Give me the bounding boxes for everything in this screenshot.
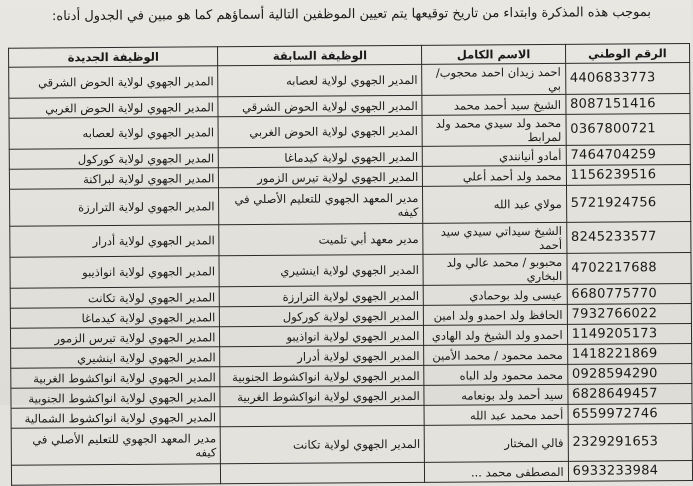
cell-new-position: المدير الجهوي لولاية كوركول: [9, 148, 219, 169]
cell-previous-position: المدير الجهوي لولاية أدرار: [220, 345, 424, 366]
cell-previous-position: المدير الجهوي لولاية كوركول: [220, 305, 424, 326]
cell-full-name: فالي المختار: [424, 424, 568, 462]
header-new-position: الوظيفة الجديدة: [9, 47, 219, 67]
cell-previous-position: المدير الجهوي لولاية الترارزة: [220, 285, 424, 306]
cell-new-position: المدير الجهوي لولاية انواكشوط الجنوبية: [11, 387, 221, 408]
cell-previous-position: المدير الجهوي لولاية الحوض الشرقي: [218, 95, 422, 116]
cell-new-position: المدير الجهوي لولاية تكانت: [10, 287, 220, 308]
cell-new-position: المدير الجهوي لولاية أدرار: [10, 225, 220, 257]
cell-previous-position: المدير الجهوي لولاية انواكشوط الجنوبية: [220, 365, 424, 386]
cell-full-name: محمد محمود ولد الباه: [424, 364, 567, 385]
cell-previous-position: المدير الجهوي لولاية تيرس الزمور: [219, 166, 423, 187]
cell-previous-position: [220, 405, 424, 426]
cell-national-id: 6828649457: [568, 383, 692, 404]
table-row: [10, 252, 691, 288]
cell-new-position: المدير الجهوي لولاية الحوض الغربي: [9, 97, 219, 118]
cell-new-position: المدير الجهوي لولاية اينشيري: [11, 347, 221, 368]
cell-national-id: 6680775770: [567, 283, 691, 304]
cell-previous-position: المدير الجهوي لولاية انواذيبو: [220, 325, 424, 346]
cell-national-id: 5721924756: [566, 185, 691, 223]
cell-full-name: سيد أحمد ولد بونعامه: [424, 384, 567, 405]
cell-previous-position: المدير الجهوي لولاية كيدماغا: [219, 146, 423, 167]
cell-previous-position: المدير الجهوي لولاية تكانت: [221, 425, 425, 463]
cell-full-name: أمادو أنيانندي: [423, 145, 566, 166]
cell-full-name: محمد ولد أحمد أعلي: [423, 165, 566, 186]
cell-new-position: المدير الجهوي لولاية لبراكنة: [9, 168, 219, 189]
cell-previous-position: مدير معهد أبي تلميت: [219, 223, 423, 255]
cell-new-position: المدير الجهوي لولاية انواكشوط الشمالية: [11, 407, 221, 428]
cell-full-name: مولاي عبد الله: [423, 185, 567, 223]
cell-previous-position: المدير الجهوي لولاية لعصابه: [218, 64, 422, 96]
cell-national-id: 0928594290: [567, 363, 691, 384]
cell-new-position: المدير الجهوي لولاية الترارزة: [10, 188, 220, 226]
cell-previous-position: المدير الجهوي لولاية انواكشوط الغربية: [220, 385, 424, 406]
cell-national-id: 7932766022: [567, 303, 691, 324]
cell-national-id: 8087151416: [565, 94, 689, 115]
cell-full-name: محمد ولد سيدي محمد ولد لمرابط: [422, 114, 566, 146]
cell-previous-position: المدير الجهوي لولاية اينشيري: [219, 254, 423, 286]
cell-national-id: 7464704259: [566, 145, 690, 166]
cell-full-name: الشيخ سيداتي سيدي سيد أحمد: [423, 222, 567, 254]
cell-national-id: 1149205173: [567, 323, 691, 344]
cell-full-name: المصطفى محمد ...: [425, 461, 568, 482]
cell-full-name: محمد محمود / محمد الأمين: [424, 344, 567, 365]
cell-new-position: [11, 464, 221, 485]
cell-national-id: 8245233577: [566, 221, 691, 253]
cell-full-name: الشيخ سيد أحمد محمد: [422, 94, 565, 115]
table-row: [11, 423, 692, 465]
cell-new-position: مدير المعهد الجهوي للتعليم الأصلي في كيفه: [11, 427, 221, 465]
cell-national-id: 6933233984: [568, 460, 692, 481]
intro-text: بموجب هذه المذكرة وابتداء من تاريخ توقيعها يتم تعيين الموظفين التالية أسماؤهم كما هو مبين في الجدول أدناه:: [51, 4, 652, 25]
cell-full-name: الحافظ ولد احمدو ولد امين: [424, 304, 567, 325]
table-row: [9, 63, 690, 99]
cell-new-position: المدير الجهوي لولاية كيدماغا: [10, 307, 220, 328]
cell-national-id: 6559972746: [568, 403, 692, 424]
cell-national-id: 1156239516: [566, 165, 690, 186]
cell-national-id: 1418221869: [567, 343, 691, 364]
appointments-table: [8, 43, 693, 486]
cell-new-position: المدير الجهوي لولاية الحوض الشرقي: [9, 66, 219, 98]
cell-new-position: المدير الجهوي لولاية انواكشوط الغربية: [11, 367, 221, 388]
cell-national-id: 4702217688: [567, 252, 692, 284]
cell-previous-position: مدير المعهد الجهوي للتعليم الأصلي في كيفه: [219, 186, 423, 224]
table-row: [9, 114, 690, 150]
cell-national-id: 4406833773: [565, 63, 690, 95]
cell-national-id: 0367800721: [566, 114, 691, 146]
cell-full-name: احمد زيدان احمد محجوب/ بي: [422, 63, 566, 95]
table-row: [10, 185, 691, 227]
cell-national-id: 2329291653: [568, 423, 693, 461]
table-row: [11, 460, 692, 485]
header-national-id: الرقم الوطني: [565, 44, 689, 64]
cell-previous-position: [221, 462, 425, 483]
header-full-name: الاسم الكامل: [422, 44, 565, 64]
cell-previous-position: المدير الجهوي لولاية الحوض الغربي: [218, 115, 422, 147]
table-row: [10, 221, 691, 257]
cell-full-name: عيسى ولد بوحمادي: [424, 284, 567, 305]
cell-new-position: المدير الجهوي لولاية لعصابه: [9, 117, 219, 149]
header-previous-position: الوظيفة السابقة: [218, 45, 422, 65]
cell-new-position: المدير الجهوي لولاية تيرس الزمور: [10, 327, 220, 348]
cell-new-position: المدير الجهوي لولاية انواذيبو: [10, 256, 220, 288]
cell-full-name: محبوبو / محمد عالي ولد البخاري: [423, 253, 567, 285]
cell-full-name: احمدو ولد الشيخ ولد الهادي: [424, 324, 567, 345]
cell-full-name: أحمد محمد عبد الله: [424, 404, 567, 425]
